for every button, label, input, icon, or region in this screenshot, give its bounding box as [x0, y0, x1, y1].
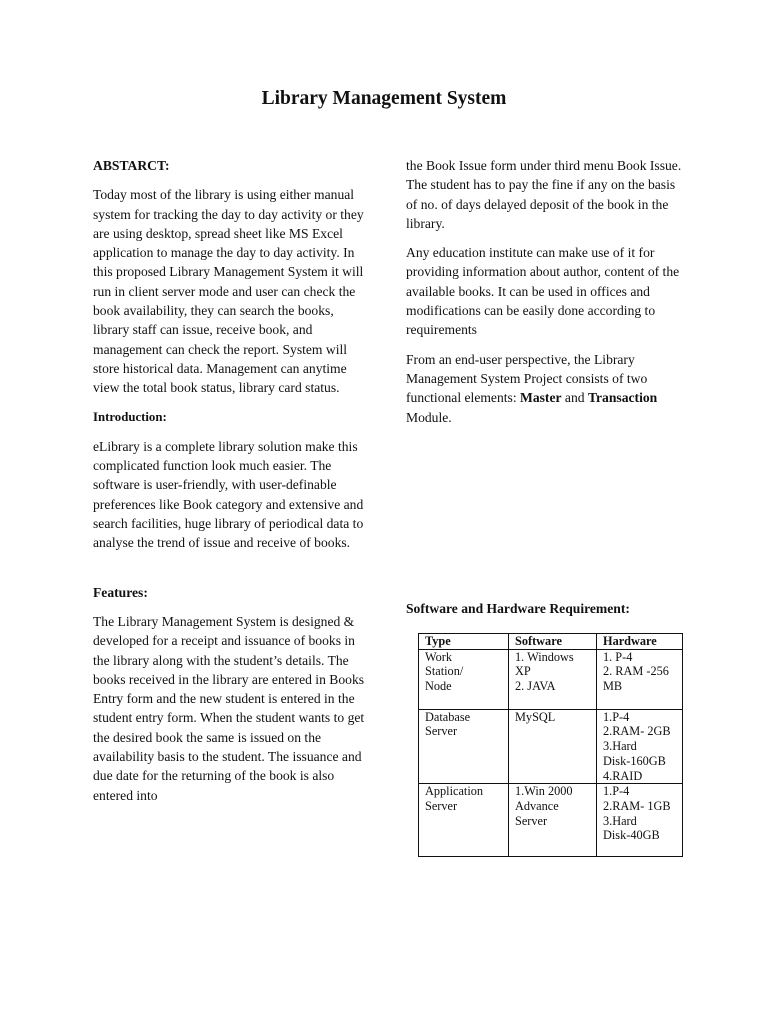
- cell-line: 2.RAM- 2GB: [603, 724, 671, 739]
- table-header-row: [419, 634, 683, 650]
- cell-line: Database: [425, 709, 471, 724]
- software-cell: [509, 784, 597, 857]
- abstract-body: Today most of the library is using either manual system for tracking the day to day activity or they are using desktop, spread sheet like MS Excel application to manage the day to day activity. In this proposed Library Management System it will run in client server mode and user can check the book availability, they can search the books, library staff can issue, receive book, and management can check the report. System will store historical data. Management can anytime view the total book status, library card status.: [93, 187, 364, 396]
- table-row: [419, 709, 683, 784]
- requirements-heading: Software and Hardware Requirement:: [406, 601, 630, 616]
- type-cell: [419, 784, 509, 857]
- column-header-software: Software: [509, 634, 597, 650]
- cell-line: Application: [425, 784, 484, 799]
- enduser-paragraph: [406, 350, 688, 427]
- left-column: [93, 156, 365, 815]
- hardware-cell: [597, 784, 683, 857]
- cell-line: 1.Win 2000: [515, 784, 573, 799]
- introduction-heading: Introduction:: [93, 409, 167, 424]
- enduser-and: and: [561, 390, 588, 406]
- cell-line: Server: [425, 724, 458, 739]
- cell-line: MB: [603, 679, 623, 694]
- cell-line: Advance: [515, 798, 559, 813]
- type-cell: [419, 709, 509, 784]
- features-body: The Library Management System is designed & developed for a receipt and issuance of books in the library along with the student’s details. The books received in the library are entered in Books Entry form and the new student is entered in the student entry form. When the student wants to get the desired book the same is issued on the availability basis to the student. The issuance and due date for the returning of the book is also entered into: [93, 613, 365, 803]
- hardware-cell: [597, 649, 683, 709]
- features-heading: Features:: [93, 584, 148, 600]
- cell-line: Server: [515, 813, 548, 828]
- features-continued: the Book Issue form under third menu Book Issue. The student has to pay the fine if any on the basis of no. of days delayed deposit of the book in the library.: [406, 158, 682, 231]
- cell-line: XP: [515, 664, 531, 679]
- cell-line: 1. P-4: [603, 649, 633, 664]
- cell-line: Work: [425, 649, 453, 664]
- cell-line: Disk-40GB: [603, 828, 660, 843]
- type-cell: [419, 649, 509, 709]
- cell-line: 4.RAID: [603, 768, 643, 783]
- hardware-cell: [597, 709, 683, 784]
- cell-line: Server: [425, 798, 458, 813]
- table-row: [419, 784, 683, 857]
- master-label: Master: [520, 390, 562, 406]
- cell-line: 1. Windows: [515, 649, 574, 664]
- cell-line: 2. RAM -256: [603, 664, 669, 679]
- cell-line: 2.RAM- 1GB: [603, 798, 671, 813]
- enduser-text: From an end-user perspective, the Library Management System Project consists of two functional elements:: [406, 351, 648, 406]
- transaction-label: Transaction: [587, 390, 658, 406]
- cell-line: 3.Hard: [603, 739, 637, 754]
- cell-line: Disk-160GB: [603, 753, 666, 768]
- cell-line: 3.Hard: [603, 813, 637, 828]
- cell-line: 1.P-4: [603, 784, 630, 799]
- requirements-table: [418, 633, 683, 857]
- cell-line: 2. JAVA: [515, 679, 556, 694]
- column-header-type: Type: [419, 634, 509, 650]
- software-cell: [509, 649, 597, 709]
- document-title: Library Management System: [261, 88, 507, 109]
- column-header-hardware: Hardware: [597, 634, 683, 650]
- cell-line: MySQL: [515, 709, 556, 724]
- introduction-body: eLibrary is a complete library solution make this complicated function look much easier. The software is user-friendly, with user-definable preferences like Book category and extensive and search facilities, huge library of periodical data to analyse the trend of issue and receive of books.: [93, 438, 364, 551]
- education-paragraph: Any education institute can make use of it for providing information about author, content of the available books. It can be used in offices and modifications can be easily done according to requirements: [406, 245, 680, 338]
- cell-line: Station/: [425, 664, 464, 679]
- enduser-end: Module.: [406, 409, 452, 425]
- abstract-heading: ABSTARCT:: [93, 158, 170, 173]
- cell-line: 1.P-4: [603, 709, 630, 724]
- table-row: [419, 649, 683, 709]
- software-cell: [509, 709, 597, 784]
- right-column: [406, 156, 688, 437]
- cell-line: Node: [425, 679, 452, 694]
